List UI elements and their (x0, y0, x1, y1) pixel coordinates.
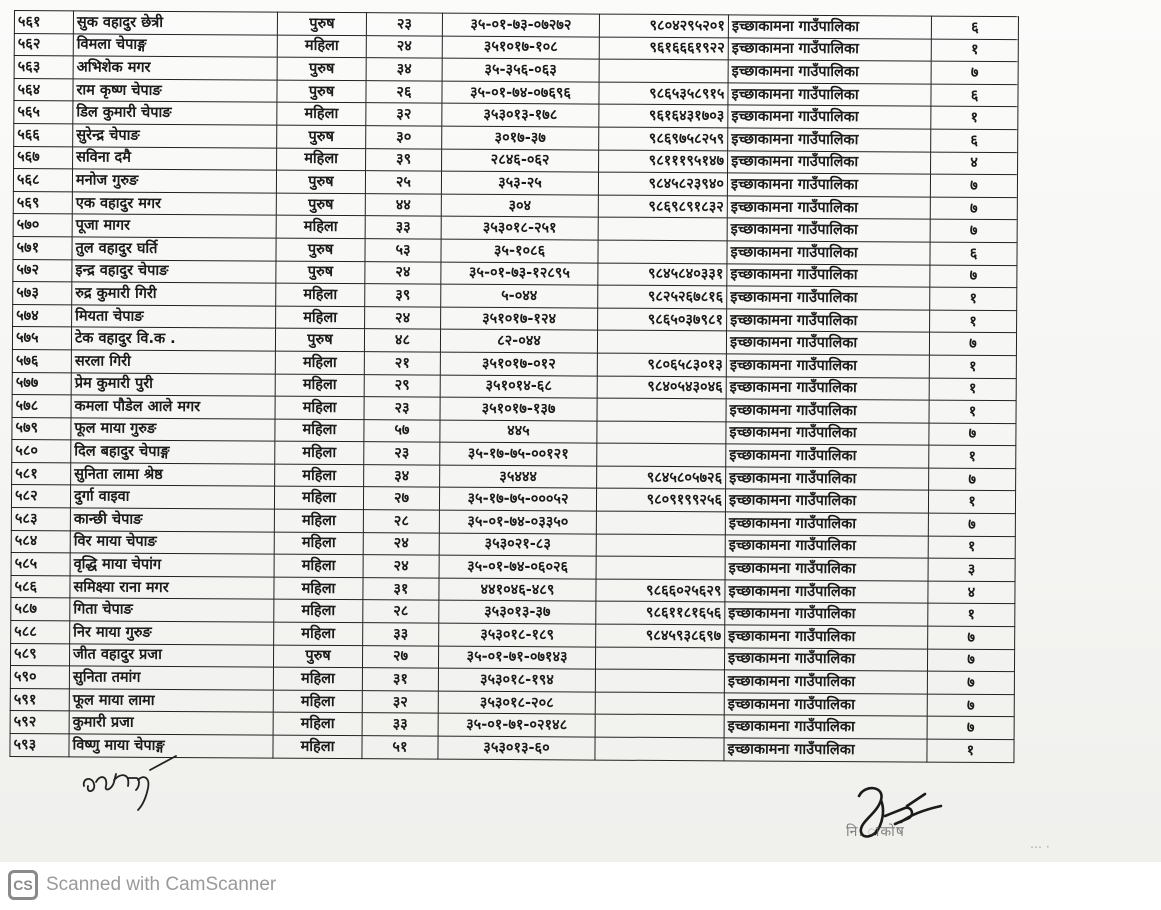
phone-number-cell: ९८६९७५८२५९ (599, 127, 728, 150)
serial-number-cell: ५९२ (10, 711, 69, 734)
municipality-cell: इच्छाकामना गाउँपालिका (726, 467, 929, 491)
name-cell: एक वहादुर मगर (72, 192, 276, 216)
citizenship-number-cell: २८४६-०६२ (442, 149, 599, 173)
name-cell: सुरेन्द्र चेपाङ (73, 124, 277, 148)
serial-number-cell: ५६६ (14, 123, 73, 146)
scanner-watermark: Scanned with CamScanner (46, 874, 277, 895)
phone-number-cell: ९६१६६६१९२२ (599, 37, 728, 60)
age-cell: २४ (365, 306, 441, 329)
ward-number-cell: ६ (930, 242, 1017, 265)
phone-number-cell (595, 692, 724, 715)
phone-number-cell (595, 737, 724, 760)
camscanner-logo-icon: CS (8, 870, 38, 900)
age-cell: २६ (366, 80, 442, 103)
ward-number-cell: ७ (931, 61, 1018, 84)
ward-number-cell: १ (929, 378, 1016, 401)
citizenship-number-cell: ३५३०१८-२०८ (438, 691, 595, 715)
municipality-cell: इच्छाकामना गाउँपालिका (727, 196, 930, 220)
municipality-cell: इच्छाकामना गाउँपालिका (725, 512, 928, 536)
age-cell: २५ (365, 171, 441, 194)
gender-cell: पुरुष (275, 328, 364, 351)
age-cell: २४ (366, 35, 442, 58)
gender-cell: महिला (275, 441, 364, 464)
serial-number-cell: ५७० (13, 214, 72, 237)
municipality-cell: इच्छाकामना गाउँपालिका (726, 376, 929, 400)
age-cell: २७ (362, 645, 438, 668)
serial-number-cell: ५७३ (13, 282, 72, 305)
gender-cell: महिला (275, 464, 364, 487)
age-cell: ३१ (362, 668, 438, 691)
citizenship-number-cell: ३५-०१-७४-०६०२६ (439, 555, 596, 579)
gender-cell: महिला (277, 35, 366, 58)
age-cell: २१ (364, 352, 440, 375)
name-cell: सरला गिरी (71, 350, 275, 374)
municipality-cell: इच्छाकामना गाउँपालिका (725, 625, 928, 649)
ward-number-cell: १ (930, 287, 1017, 310)
table-row (10, 733, 1014, 762)
phone-number-cell: ९८०६५८३०१३ (597, 353, 726, 376)
ward-number-cell: १ (929, 445, 1016, 468)
ward-number-cell: ७ (927, 671, 1014, 694)
gender-cell: पुरुष (277, 57, 366, 80)
gender-cell: महिला (274, 622, 363, 645)
citizenship-number-cell: ३५३-२५ (441, 171, 598, 195)
municipality-cell: इच्छाकामना गाउँपालिका (726, 354, 929, 378)
age-cell: ३४ (366, 58, 442, 81)
name-cell: अभिशेक मगर (73, 56, 277, 80)
citizenship-number-cell: ३५३०१८-१८९ (439, 623, 596, 647)
gender-cell: पुरुष (276, 193, 365, 216)
citizenship-number-cell: ३५४४४ (440, 465, 597, 489)
age-cell: २३ (366, 13, 442, 36)
phone-number-cell (596, 556, 725, 579)
age-cell: २४ (363, 555, 439, 578)
phone-number-cell: ९६१६४३१७०३ (599, 104, 728, 127)
name-cell: मनोज गुरुङ (72, 169, 276, 193)
citizenship-number-cell: ३५-०१-७४-०७६९६ (442, 81, 599, 105)
citizenship-number-cell: ३०१७-३७ (442, 126, 599, 150)
municipality-cell: इच्छाकामना गाउँपालिका (726, 444, 929, 468)
serial-number-cell: ५८५ (11, 553, 70, 576)
name-cell: फूल माया गुरुङ (71, 418, 275, 442)
municipality-cell: इच्छाकामना गाउँपालिका (726, 331, 929, 355)
municipality-cell: इच्छाकामना गाउँपालिका (726, 422, 929, 446)
age-cell: ३९ (366, 148, 442, 171)
gender-cell: महिला (274, 532, 363, 555)
municipality-cell: इच्छाकामना गाउँपालिका (724, 738, 927, 762)
name-cell: कमला पौडेल आले मगर (71, 395, 275, 419)
ward-number-cell: ४ (931, 152, 1018, 175)
ward-number-cell: १ (931, 39, 1018, 62)
municipality-cell: इच्छाकामना गाउँपालिका (728, 105, 931, 129)
serial-number-cell: ५७२ (13, 259, 72, 282)
citizenship-number-cell: ३५१०१७-१०८ (442, 36, 599, 60)
citizenship-number-cell: ३५३०१३-१७८ (442, 103, 599, 127)
serial-number-cell: ५८१ (12, 462, 71, 485)
phone-number-cell: ९८६५०३७९८१ (598, 308, 727, 331)
municipality-cell: इच्छाकामना गाउँपालिका (724, 693, 927, 717)
phone-number-cell (598, 217, 727, 240)
ward-number-cell: १ (928, 491, 1015, 514)
name-cell: प्रेम कुमारी पुरी (71, 372, 275, 396)
municipality-cell: इच्छाकामना गाउँपालिका (725, 557, 928, 581)
name-cell: सुनिता लामा श्रेष्ठ (71, 463, 275, 487)
name-cell: विमला चेपाङ्ग (73, 33, 277, 57)
phone-number-cell (596, 511, 725, 534)
serial-number-cell: ५६५ (14, 101, 73, 124)
gender-cell: पुरुष (276, 238, 365, 261)
municipality-cell: इच्छाकामना गाउँपालिका (728, 128, 931, 152)
ward-number-cell: ६ (931, 129, 1018, 152)
citizenship-number-cell: ३५१०१७-१३७ (440, 397, 597, 421)
gender-cell: महिला (274, 509, 363, 532)
municipality-cell: इच्छाकामना गाउँपालिका (727, 309, 930, 333)
phone-number-cell (595, 714, 724, 737)
gender-cell: पुरुष (276, 261, 365, 284)
phone-number-cell: ९८०४२९५२०१ (599, 14, 728, 37)
ward-number-cell: १ (929, 400, 1016, 423)
age-cell: ३९ (365, 284, 441, 307)
ward-number-cell: १ (927, 739, 1014, 762)
serial-number-cell: ५७४ (13, 304, 72, 327)
ward-number-cell: ७ (927, 716, 1014, 739)
serial-number-cell: ५६९ (13, 191, 72, 214)
age-cell: ३२ (366, 103, 442, 126)
name-cell: राम कृष्ण चेपाङ (73, 79, 277, 103)
name-cell: पूजा मागर (72, 214, 276, 238)
official-stamp-text: नि. ाकोष (846, 824, 905, 840)
serial-number-cell: ५९० (10, 666, 69, 689)
age-cell: २३ (364, 442, 440, 465)
citizenship-number-cell: ३५-१७-७५-००१२१ (440, 442, 597, 466)
age-cell: २८ (363, 600, 439, 623)
beneficiary-table (9, 10, 1019, 763)
age-cell: ४८ (364, 329, 440, 352)
ward-number-cell: ७ (930, 197, 1017, 220)
gender-cell: महिला (276, 215, 365, 238)
age-cell: २३ (364, 397, 440, 420)
phone-number-cell (597, 443, 726, 466)
name-cell: टेक वहादुर वि.क . (71, 327, 275, 351)
name-cell: दुर्गा वाइवा (70, 485, 274, 509)
gender-cell: पुरुष (277, 80, 366, 103)
gender-cell: महिला (276, 283, 365, 306)
gender-cell: पुरुष (277, 12, 366, 35)
table-body (10, 11, 1019, 763)
serial-number-cell: ५६१ (14, 11, 73, 34)
ward-number-cell: ३ (928, 558, 1015, 581)
serial-number-cell: ५७१ (13, 236, 72, 259)
ward-number-cell: ७ (929, 423, 1016, 446)
municipality-cell: इच्छाकामना गाउँपालिका (725, 489, 928, 513)
age-cell: ३३ (365, 216, 441, 239)
name-cell: विर माया चेपाङ (70, 531, 274, 555)
gender-cell: महिला (275, 351, 364, 374)
phone-number-cell (598, 240, 727, 263)
ward-number-cell: ७ (930, 265, 1017, 288)
gender-cell: महिला (274, 600, 363, 623)
phone-number-cell: ९८४५८०५७२६ (597, 466, 726, 489)
phone-number-cell (595, 647, 724, 670)
municipality-cell: इच्छाकामना गाउँपालिका (724, 715, 927, 739)
phone-number-cell: ९८४५९३८६९७ (596, 624, 725, 647)
gender-cell: महिला (276, 306, 365, 329)
ward-number-cell: १ (929, 355, 1016, 378)
serial-number-cell: ५६७ (14, 146, 73, 169)
municipality-cell: इच्छाकामना गाउँपालिका (728, 37, 931, 61)
name-cell: दिल बहादुर चेपाङ्ग (71, 440, 275, 464)
ward-number-cell: १ (930, 310, 1017, 333)
age-cell: ५७ (364, 419, 440, 442)
name-cell: सुक वहादुर छेत्री (73, 11, 277, 35)
citizenship-number-cell: ३५-०१-७३-१२८९५ (441, 262, 598, 286)
citizenship-number-cell: ४४१०४६-४८९ (439, 578, 596, 602)
citizenship-number-cell: ३५-०१-७४-०३३५० (439, 510, 596, 534)
serial-number-cell: ५९३ (10, 733, 69, 756)
ward-number-cell: ६ (931, 84, 1018, 107)
municipality-cell: इच्छाकामना गाउँपालिका (726, 399, 929, 423)
gender-cell: महिला (274, 487, 363, 510)
ward-number-cell: ६ (931, 16, 1018, 39)
name-cell: इन्द्र वहादुर चेपाङ (72, 259, 276, 283)
name-cell: कुमारी प्रजा (69, 711, 273, 735)
citizenship-number-cell: ३५१०१७-१२४ (441, 307, 598, 331)
serial-number-cell: ५६४ (14, 78, 73, 101)
gender-cell: पुरुष (277, 125, 366, 148)
citizenship-number-cell: ३५३०१३-६० (438, 736, 595, 760)
citizenship-number-cell: ३५३०१८-२५१ (441, 216, 598, 240)
gender-cell: महिला (273, 735, 362, 758)
age-cell: २९ (364, 374, 440, 397)
age-cell: ३३ (362, 713, 438, 736)
serial-number-cell: ५८६ (11, 575, 70, 598)
municipality-cell: इच्छाकामना गाउँपालिका (727, 173, 930, 197)
citizenship-number-cell: ३५-१०८६ (441, 239, 598, 263)
municipality-cell: इच्छाकामना गाउँपालिका (728, 150, 931, 174)
citizenship-number-cell: ३५-१७-७५-०००५२ (439, 488, 596, 512)
citizenship-number-cell: ३०४ (441, 194, 598, 218)
municipality-cell: इच्छाकामना गाउँपालिका (724, 670, 927, 694)
gender-cell: महिला (273, 690, 362, 713)
name-cell: सुनिता तमांग (69, 666, 273, 690)
serial-number-cell: ५७७ (12, 372, 71, 395)
citizenship-number-cell: ३५-३५६-०६३ (442, 58, 599, 82)
serial-number-cell: ५८३ (11, 508, 70, 531)
gender-cell: पुरुष (273, 645, 362, 668)
ward-number-cell: ७ (930, 219, 1017, 242)
municipality-cell: इच्छाकामना गाउँपालिका (727, 286, 930, 310)
citizenship-number-cell: ५-०४४ (441, 284, 598, 308)
municipality-cell: इच्छाकामना गाउँपालिका (725, 535, 928, 559)
citizenship-number-cell: ३५३०१३-३७ (439, 601, 596, 625)
serial-number-cell: ५९१ (10, 688, 69, 711)
municipality-cell: इच्छाकामना गाउँपालिका (728, 15, 931, 39)
phone-number-cell: ९८६९८९१८३२ (598, 195, 727, 218)
gender-cell: महिला (274, 577, 363, 600)
serial-number-cell: ५६२ (14, 33, 73, 56)
serial-number-cell: ५७९ (12, 417, 71, 440)
gender-cell: पुरुष (276, 170, 365, 193)
phone-number-cell: ९८१११९५१४७ (599, 150, 728, 173)
gender-cell: महिला (273, 667, 362, 690)
serial-number-cell: ५७६ (12, 349, 71, 372)
citizenship-number-cell: ३५-०१-७३-०७२७२ (442, 13, 599, 37)
phone-number-cell: ९८६६०२५६२९ (596, 579, 725, 602)
phone-number-cell (595, 669, 724, 692)
age-cell: २४ (363, 532, 439, 555)
age-cell: २८ (363, 510, 439, 533)
gender-cell: महिला (277, 102, 366, 125)
serial-number-cell: ५८२ (11, 485, 70, 508)
serial-number-cell: ५७८ (12, 395, 71, 418)
ward-number-cell: १ (928, 604, 1015, 627)
gender-cell: महिला (273, 713, 362, 736)
ward-number-cell: ४ (928, 581, 1015, 604)
citizenship-number-cell: ३५१०१४-६८ (440, 375, 597, 399)
name-cell: समिक्ष्या राना मगर (70, 576, 274, 600)
phone-number-cell: ९८४५८४०३३१ (598, 263, 727, 286)
name-cell: विष्णु माया चेपाङ्ग (69, 734, 273, 758)
gender-cell: महिला (275, 396, 364, 419)
ward-number-cell: ७ (928, 626, 1015, 649)
age-cell: ५१ (362, 736, 438, 759)
age-cell: ३० (366, 126, 442, 149)
name-cell: डिल कुमारी चेपाङ (73, 101, 277, 125)
age-cell: ५३ (365, 239, 441, 262)
serial-number-cell: ५८९ (10, 643, 69, 666)
municipality-cell: इच्छाकामना गाउँपालिका (728, 83, 931, 107)
ward-number-cell: ७ (929, 332, 1016, 355)
citizenship-number-cell: ८२-०४४ (440, 329, 597, 353)
age-cell: ३१ (363, 577, 439, 600)
municipality-cell: इच्छाकामना गाउँपालिका (727, 241, 930, 265)
name-cell: रुद्र कुमारी गिरी (72, 282, 276, 306)
age-cell: ३३ (363, 623, 439, 646)
right-signature-icon (845, 776, 965, 856)
age-cell: ३४ (364, 465, 440, 488)
name-cell: मियता चेपाङ (72, 305, 276, 329)
citizenship-number-cell: ३५१०१७-०१२ (440, 352, 597, 376)
gender-cell: महिला (275, 374, 364, 397)
name-cell: वृद्धि माया चेपांग (70, 553, 274, 577)
phone-number-cell (596, 534, 725, 557)
ward-number-cell: ७ (930, 174, 1017, 197)
phone-number-cell (597, 398, 726, 421)
serial-number-cell: ५८८ (11, 621, 70, 644)
ward-number-cell: ७ (927, 649, 1014, 672)
age-cell: ३२ (362, 690, 438, 713)
name-cell: फूल माया लामा (69, 689, 273, 713)
serial-number-cell: ५६८ (13, 169, 72, 192)
gender-cell: महिला (277, 148, 366, 171)
citizenship-number-cell: ३५-०१-७१-०७१४३ (438, 646, 595, 670)
ward-number-cell: ७ (928, 513, 1015, 536)
serial-number-cell: ५८० (12, 440, 71, 463)
municipality-cell: इच्छाकामना गाउँपालिका (725, 580, 928, 604)
phone-number-cell: ९८६५३५८९१५ (599, 82, 728, 105)
citizenship-number-cell: ३५३०२१-८३ (439, 533, 596, 557)
left-signature-icon (78, 752, 188, 814)
age-cell: ४४ (365, 193, 441, 216)
ward-number-cell: १ (931, 106, 1018, 129)
municipality-cell: इच्छाकामना गाउँपालिका (727, 218, 930, 242)
municipality-cell: इच्छाकामना गाउँपालिका (725, 602, 928, 626)
name-cell: निर माया गुरुङ (70, 621, 274, 645)
gender-cell: महिला (274, 554, 363, 577)
phone-number-cell: ९८४०५४३०४६ (597, 376, 726, 399)
phone-number-cell (597, 330, 726, 353)
name-cell: तुल वहादुर घर्ति (72, 237, 276, 261)
name-cell: गिता चेपाङ (70, 598, 274, 622)
age-cell: २४ (365, 261, 441, 284)
phone-number-cell (599, 59, 728, 82)
phone-number-cell (597, 421, 726, 444)
municipality-cell: इच्छाकामना गाउँपालिका (728, 60, 931, 84)
phone-number-cell: ९८२५२६७८१६ (598, 285, 727, 308)
municipality-cell: इच्छाकामना गाउँपालिका (724, 647, 927, 671)
name-cell: जीत वहादुर प्रजा (69, 643, 273, 667)
age-cell: २७ (363, 487, 439, 510)
citizenship-number-cell: ३५-०१-७१-०२१४८ (438, 714, 595, 738)
serial-number-cell: ५६३ (14, 56, 73, 79)
stamp-remnant: ⋯ · (1030, 840, 1050, 854)
ward-number-cell: ७ (929, 468, 1016, 491)
phone-number-cell: ९८०९१९९२५६ (596, 489, 725, 512)
citizenship-number-cell: ४४५ (440, 420, 597, 444)
phone-number-cell: ९८४५८२३९४० (598, 172, 727, 195)
serial-number-cell: ५७५ (12, 327, 71, 350)
ward-number-cell: ७ (927, 694, 1014, 717)
citizenship-number-cell: ३५३०१८-१९४ (438, 668, 595, 692)
name-cell: कान्छी चेपाङ (70, 508, 274, 532)
gender-cell: महिला (275, 419, 364, 442)
name-cell: सविना दमै (73, 146, 277, 170)
serial-number-cell: ५८४ (11, 530, 70, 553)
ward-number-cell: १ (928, 536, 1015, 559)
serial-number-cell: ५८७ (11, 598, 70, 621)
municipality-cell: इच्छाकामना गाउँपालिका (727, 263, 930, 287)
phone-number-cell: ९८६११८१६५६ (596, 602, 725, 625)
